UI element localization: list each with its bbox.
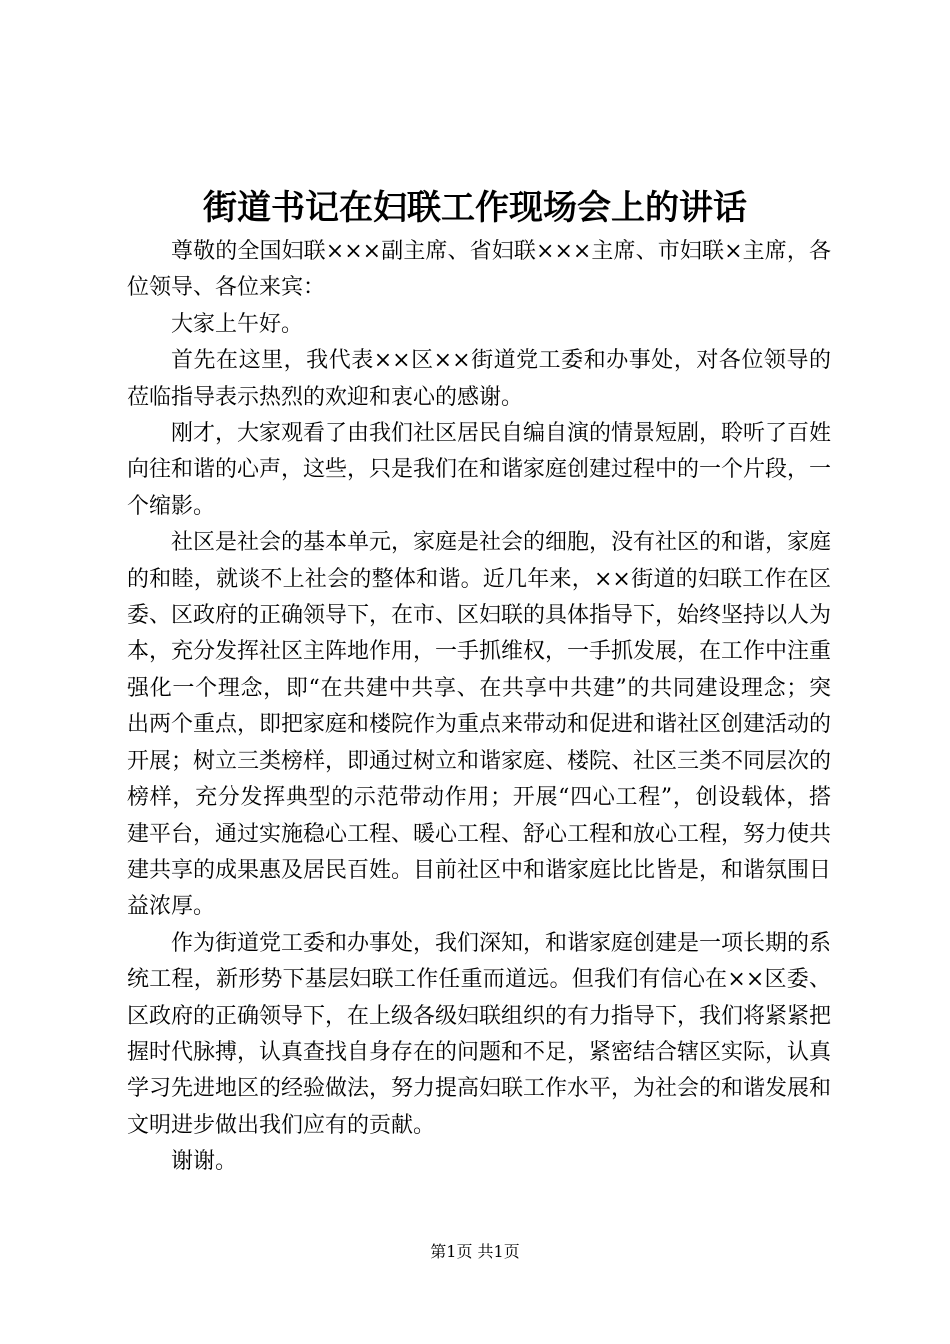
paragraph-greeting: 大家上午好。	[171, 311, 304, 337]
paragraph-salutation: 尊敬的全国妇联×××副主席、省妇联×××主席、市妇联×主席，各位领导、各位来宾：	[127, 239, 831, 301]
paragraph-thanks: 谢谢。	[171, 1149, 238, 1175]
page-number-footer: 第1页 共1页	[430, 1242, 520, 1261]
paragraph-welcome: 首先在这里，我代表××区××街道党工委和办事处，对各位领导的莅临指导表示热烈的欢迎和衷心的感谢。	[127, 348, 831, 410]
paragraph-drama: 刚才，大家观看了由我们社区居民自编自演的情景短剧，聆听了百姓向往和谐的心声，这些，只是我们在和谐家庭创建过程中的一个片段，一个缩影。	[127, 421, 832, 519]
document-title: 街道书记在妇联工作现场会上的讲话	[203, 188, 747, 228]
paragraph-community-work: 社区是社会的基本单元，家庭是社会的细胞，没有社区的和谐，家庭的和睦，就谈不上社会的整体和谐。近几年来，××街道的妇联工作在区委、区政府的正确领导下，在市、区妇联的具体指导下，始终坚持以人为本，充分发挥社区主阵地作用，一手抓维权，一手抓发展，在工作中注重强化一个理念，即“在共建中共享、在共享中共建”的共同建设理念；突出两个重点，即把家庭和楼院作为重点来带动和促进和谐社区创建活动的开展；树立三类榜样，即通过树立和谐家庭、楼院、社区三类不同层次的榜样，充分发挥典型的示范带动作用；开展“四心工程”，创设载体，搭建平台，通过实施稳心工程、暖心工程、舒心工程和放心工程，努力使共建共享的成果惠及居民百姓。目前社区中和谐家庭比比皆是，和谐氛围日益浓厚。	[127, 530, 832, 920]
speech-body	[127, 234, 831, 1181]
paragraph-commitment: 作为街道党工委和办事处，我们深知，和谐家庭创建是一项长期的系统工程，新形势下基层妇联工作任重而道远。但我们有信心在××区委、区政府的正确领导下，在上级各级妇联组织的有力指导下，我们将紧紧把握时代脉搏，认真查找自身存在的问题和不足，紧密结合辖区实际，认真学习先进地区的经验做法，努力提高妇联工作水平，为社会的和谐发展和文明进步做出我们应有的贡献。	[127, 930, 832, 1138]
